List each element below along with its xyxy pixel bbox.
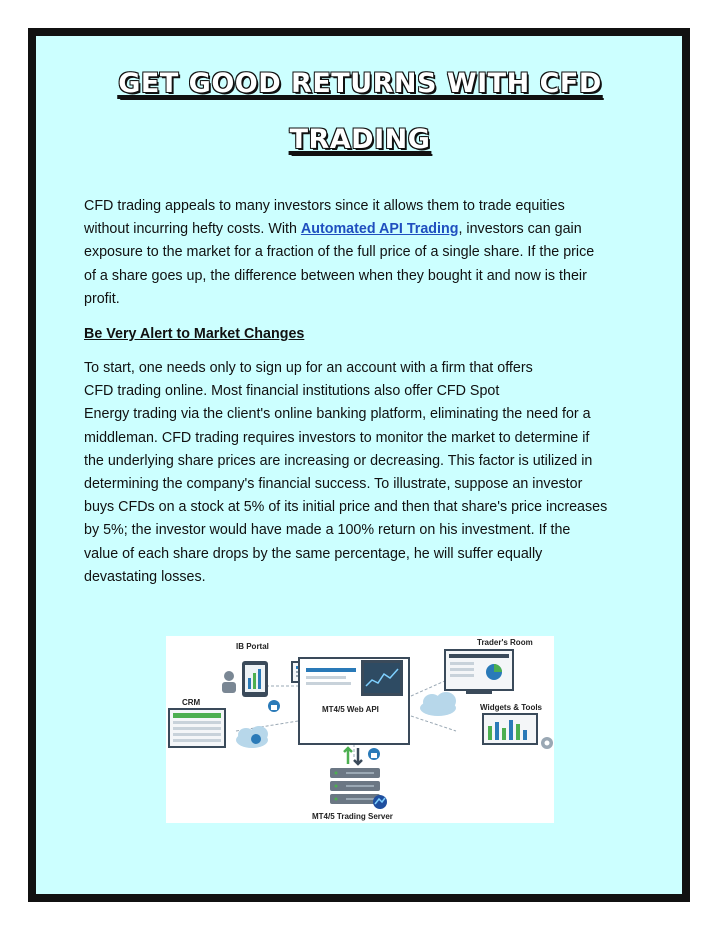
body-line: devastating losses. — [84, 568, 206, 585]
crm-monitor-icon — [169, 709, 225, 747]
widgets-monitor-icon — [483, 714, 537, 744]
intro-line-4: of a share goes up, the difference between when they bought it and now is their — [84, 267, 587, 284]
ib-portal-label: IB Portal — [236, 642, 269, 651]
body-line: CFD trading online. Most financial institutions also offer CFD Spot — [84, 383, 500, 400]
tablet-icon — [242, 661, 268, 697]
intro-line-2-before: without incurring hefty costs. With — [84, 221, 301, 238]
trading-server-label: MT4/5 Trading Server — [312, 812, 393, 821]
web-api-label: MT4/5 Web API — [322, 705, 379, 714]
intro-line-1: CFD trading appeals to many investors since it allows them to trade equities — [84, 198, 565, 214]
lock-icon — [268, 700, 280, 712]
architecture-diagram-art — [166, 636, 554, 823]
body-line: To start, one needs only to sign up for an account with a firm that offers — [84, 360, 533, 376]
body-line: determining the company's financial success. To illustrate, suppose an investor — [84, 476, 583, 493]
intro-line-2 — [84, 218, 644, 241]
sync-arrows-icon — [344, 748, 380, 764]
title-line-2: TRADING — [289, 124, 431, 155]
body-line: Energy trading via the client's online banking platform, eliminating the need for a — [84, 406, 591, 423]
cloud-icon-left — [236, 726, 268, 748]
cloud-icon-right — [420, 692, 456, 716]
body-line: by 5%; the investor would have made a 100% return on his investment. If the — [84, 522, 571, 539]
traders-room-label: Trader's Room — [477, 638, 533, 647]
web-api-box — [299, 658, 409, 744]
page-title — [40, 56, 680, 168]
widgets-tools-label: Widgets & Tools — [480, 703, 542, 712]
architecture-diagram — [166, 636, 554, 823]
crm-label: CRM — [182, 698, 201, 707]
body-line: buys CFDs on a stock at 5% of its initial price and then that share's price increases — [84, 499, 608, 516]
user-icon — [222, 671, 236, 693]
automated-api-trading-link[interactable]: Automated API Trading — [300, 221, 459, 238]
server-stack-icon — [330, 768, 387, 809]
intro-line-2-after: , investors can gain — [458, 221, 582, 238]
intro-line-5: profit. — [84, 290, 120, 307]
traders-room-monitor-icon — [445, 650, 513, 694]
body-line: value of each share drops by the same percentage, he will suffer equally — [84, 545, 543, 562]
title-line-1: GET GOOD RETURNS WITH CFD — [118, 68, 602, 99]
body-line: middleman. CFD trading requires investors to monitor the market to determine if — [84, 429, 590, 446]
body-paragraph — [84, 357, 644, 589]
intro-paragraph — [84, 195, 644, 311]
intro-line-3: exposure to the market for a fraction of the full price of a single share. If the price — [84, 244, 595, 261]
body-line: the underlying share prices are increasing or decreasing. This factor is utilized in — [84, 452, 593, 469]
gear-icon — [541, 737, 553, 749]
section-subheading: Be Very Alert to Market Changes — [84, 326, 305, 342]
